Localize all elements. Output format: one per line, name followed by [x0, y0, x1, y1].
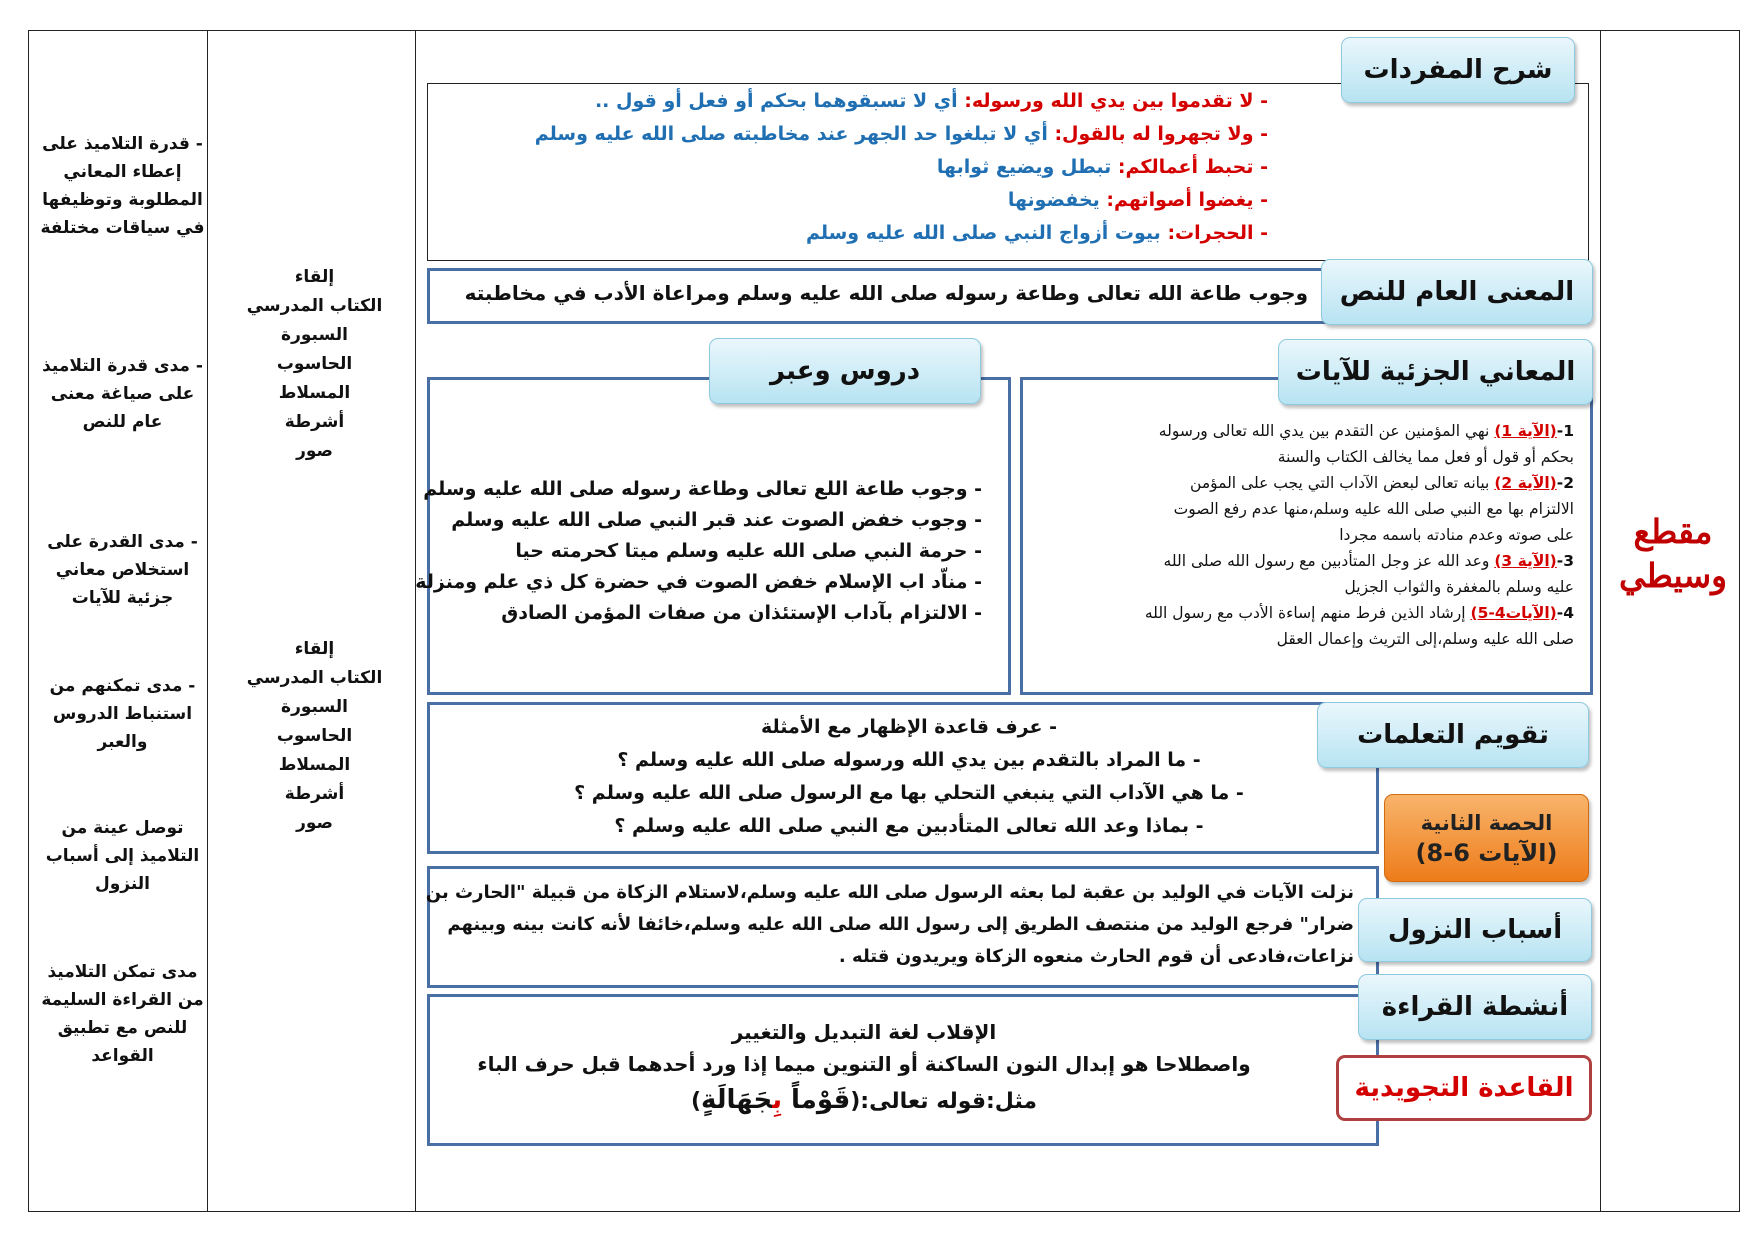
vocab-item [535, 217, 1268, 250]
verse-ref: (الآية 3) [1494, 552, 1557, 570]
objective-item: - قدرة التلاميذ على إعطاء المعاني المطلوبة وتوظيفها في سياقات مختلفة [40, 134, 205, 238]
resource-item: إلقاء [294, 639, 335, 659]
objective-item: - مدى قدرة التلاميذ على صياغة معنى عام للنص [42, 356, 203, 432]
resource-item: السبورة [281, 697, 348, 717]
assessment-item: - عرف قاعدة الإظهار مع الأمثلة [761, 716, 1057, 738]
vocab-item [535, 85, 1268, 118]
segment-label: مقطع وسيطي [1618, 512, 1728, 595]
assessment-title: تقويم التعلمات [1317, 702, 1589, 768]
session-verses: (الآيات 6-8) [1415, 839, 1558, 867]
resource-item: صور [296, 813, 333, 833]
vocab-meaning: بيوت أزواج النبي صلى الله عليه وسلم [805, 222, 1161, 244]
vocab-item [535, 118, 1268, 151]
assessment-item: - ما هي الآداب التي ينبغي التحلي بها مع الرسول صلى الله عليه وسلم ؟ [574, 782, 1244, 804]
objective-item: - مدى تمكنهم من استنباط الدروس والعبر [49, 676, 196, 752]
assessment-item: - بماذا وعد الله تعالى المتأدبين مع النبي صلى الله عليه وسلم ؟ [614, 815, 1204, 837]
partial-meaning-item: 3-(الآية 3) وعد الله عز وجل المتأدبين مع رسول الله صلى الله [1163, 552, 1574, 570]
tajweed-example: مثل:قوله تعالى:(قَوْماً بِجَهَالَةٍ) [690, 1085, 1038, 1115]
vocab-meaning: أي لا تبلغوا حد الجهر عند مخاطبته صلى الله عليه وسلم [534, 123, 1048, 145]
tajweed-definition: الإقلاب لغة التبديل والتغيير [731, 1020, 997, 1044]
lesson-item: - حرمة النبي صلى الله عليه وسلم ميتا كحرمته حيا [515, 540, 982, 562]
session-label: الحصة الثانية [1420, 811, 1553, 835]
lesson-item: - الالتزام بآداب الإستئذان من صفات المؤمن الصادق [501, 602, 982, 624]
objective-item: - مدى القدرة على استخلاص معاني جزئية للآيات [47, 532, 198, 608]
resource-item: إلقاء [294, 267, 335, 287]
column-divider [1600, 30, 1601, 1212]
lessons-list [415, 474, 982, 629]
partial-meanings-list: 1-(الآية 1) نهي المؤمنين عن التقدم بين يدي الله تعالى ورسوله بحكم أو قول أو فعل مما يخالف الكتاب والسنة 2-(الآية 2) بيانه تعالى لبعض الآداب التي يجب على المؤمن الالتزام بها مع النبي صلى الله عليه وسلم،منها عدم رفع الصوت على صوته وعدم منادته باسمه مجردا 3-(الآية 3) وعد الله عز وجل المتأدبين مع رسول الله صلى الله عليه وسلم بالمغفرة والثواب الجزيل 4-(الآيات4-5) إرشاد الذين فرط منهم إساءة الأدب مع رسول الله صلى الله عليه وسلم،إلى التريث وإعمال العقل [1034, 418, 1574, 652]
partial-meaning-item: 1-(الآية 1) نهي المؤمنين عن التقدم بين يدي الله تعالى ورسوله [1158, 422, 1574, 440]
vocab-term: - الحجرات: [1167, 222, 1268, 244]
general-meaning-text: وجوب طاعة الله تعالى وطاعة رسوله صلى الله عليه وسلم ومراعاة الأدب في مخاطبته [464, 281, 1308, 305]
vocab-term: - ولا تجهروا له بالقول: [1054, 123, 1268, 145]
tajweed-definition: واصطلاحا هو إبدال النون الساكنة أو التنوين ميما إذا ورد أحدهما قبل حرف الباء [477, 1052, 1251, 1076]
occasion-title: أسباب النزول [1358, 898, 1592, 962]
lesson-item: - وجوب طاعة اللع تعالى وطاعة رسوله صلى الله عليه وسلم [423, 478, 982, 500]
vocab-term: - لا تقدموا بين يدي الله ورسوله: [964, 90, 1268, 112]
lessons-title: دروس وعبر [709, 338, 981, 404]
vocab-term: - يغضوا أصواتهم: [1106, 189, 1268, 211]
resource-item: الكتاب المدرسي [246, 296, 383, 316]
vocab-item [535, 184, 1268, 217]
occasion-text: نزلت الآيات في الوليد بن عقبة لما بعثه الرسول صلى الله عليه وسلم،لاستلام الزكاة من قبيلة "الحارث بن ضرار" فرجع الوليد من منتصف الطريق إلى رسول الله صلى الله عليه وسلم،خائفا لأنه كانت بينه وبينهم نزاعات،فادعى أن قوم الحارث منعوه الزكاة ويريدون قتله . [425, 882, 1354, 967]
partial-meaning-item: 4-(الآيات4-5) إرشاد الذين فرط منهم إساءة الأدب مع رسول الله [1144, 604, 1574, 622]
resource-item: الكتاب المدرسي [246, 668, 383, 688]
resource-item: صور [296, 441, 333, 461]
vocab-title: شرح المفردات [1341, 37, 1575, 103]
vocab-list [535, 85, 1268, 250]
partial-meaning-item: 2-(الآية 2) بيانه تعالى لبعض الآداب التي يجب على المؤمن [1190, 474, 1574, 492]
verse-ref: (الآيات4-5) [1470, 604, 1557, 622]
tajweed-title: القاعدة التجويدية [1336, 1055, 1592, 1121]
general-meaning-title: المعنى العام للنص [1321, 259, 1593, 325]
resources-list [232, 635, 397, 838]
vocab-meaning: يخفضونها [1007, 189, 1100, 211]
vocab-meaning: تبطل ويضيع ثوابها [936, 156, 1112, 178]
verse-ref: (الآية 2) [1494, 474, 1557, 492]
lesson-item: - مناّد اب الإسلام خفض الصوت في حضرة كل ذي علم ومنزلة [415, 571, 982, 593]
objective-item: توصل عينة من التلاميذ إلى أسباب النزول [45, 818, 200, 894]
verse-ref: (الآية 1) [1494, 422, 1557, 440]
session-badge [1384, 794, 1589, 882]
resource-item: الحاسوب [276, 354, 353, 374]
assessment-list [444, 711, 1374, 843]
column-divider [207, 30, 208, 1212]
reading-title: أنشطة القراءة [1358, 974, 1592, 1040]
resource-item: أشرطة [284, 412, 345, 432]
lesson-item: - وجوب خفض الصوت عند قبر النبي صلى الله عليه وسلم [451, 509, 982, 531]
resource-item: المسلاط [278, 383, 351, 403]
vocab-term: - تحبط أعمالكم: [1117, 156, 1268, 178]
objective-item: مدى تمكن التلاميذ من القراءة السليمة للنص مع تطبيق القواعد [41, 962, 204, 1066]
resource-item: أشرطة [284, 784, 345, 804]
tajweed-text [394, 1016, 1334, 1118]
resource-item: السبورة [281, 325, 348, 345]
partial-meanings-title: المعاني الجزئية للآيات [1278, 339, 1593, 405]
resource-item: الحاسوب [276, 726, 353, 746]
vocab-meaning: أي لا تسبقوهما بحكم أو فعل أو قول .. [594, 90, 958, 112]
assessment-item: - ما المراد بالتقدم بين يدي الله ورسوله صلى الله عليه وسلم ؟ [617, 749, 1201, 771]
vocab-item [535, 151, 1268, 184]
resources-list [232, 263, 397, 466]
resource-item: المسلاط [278, 755, 351, 775]
